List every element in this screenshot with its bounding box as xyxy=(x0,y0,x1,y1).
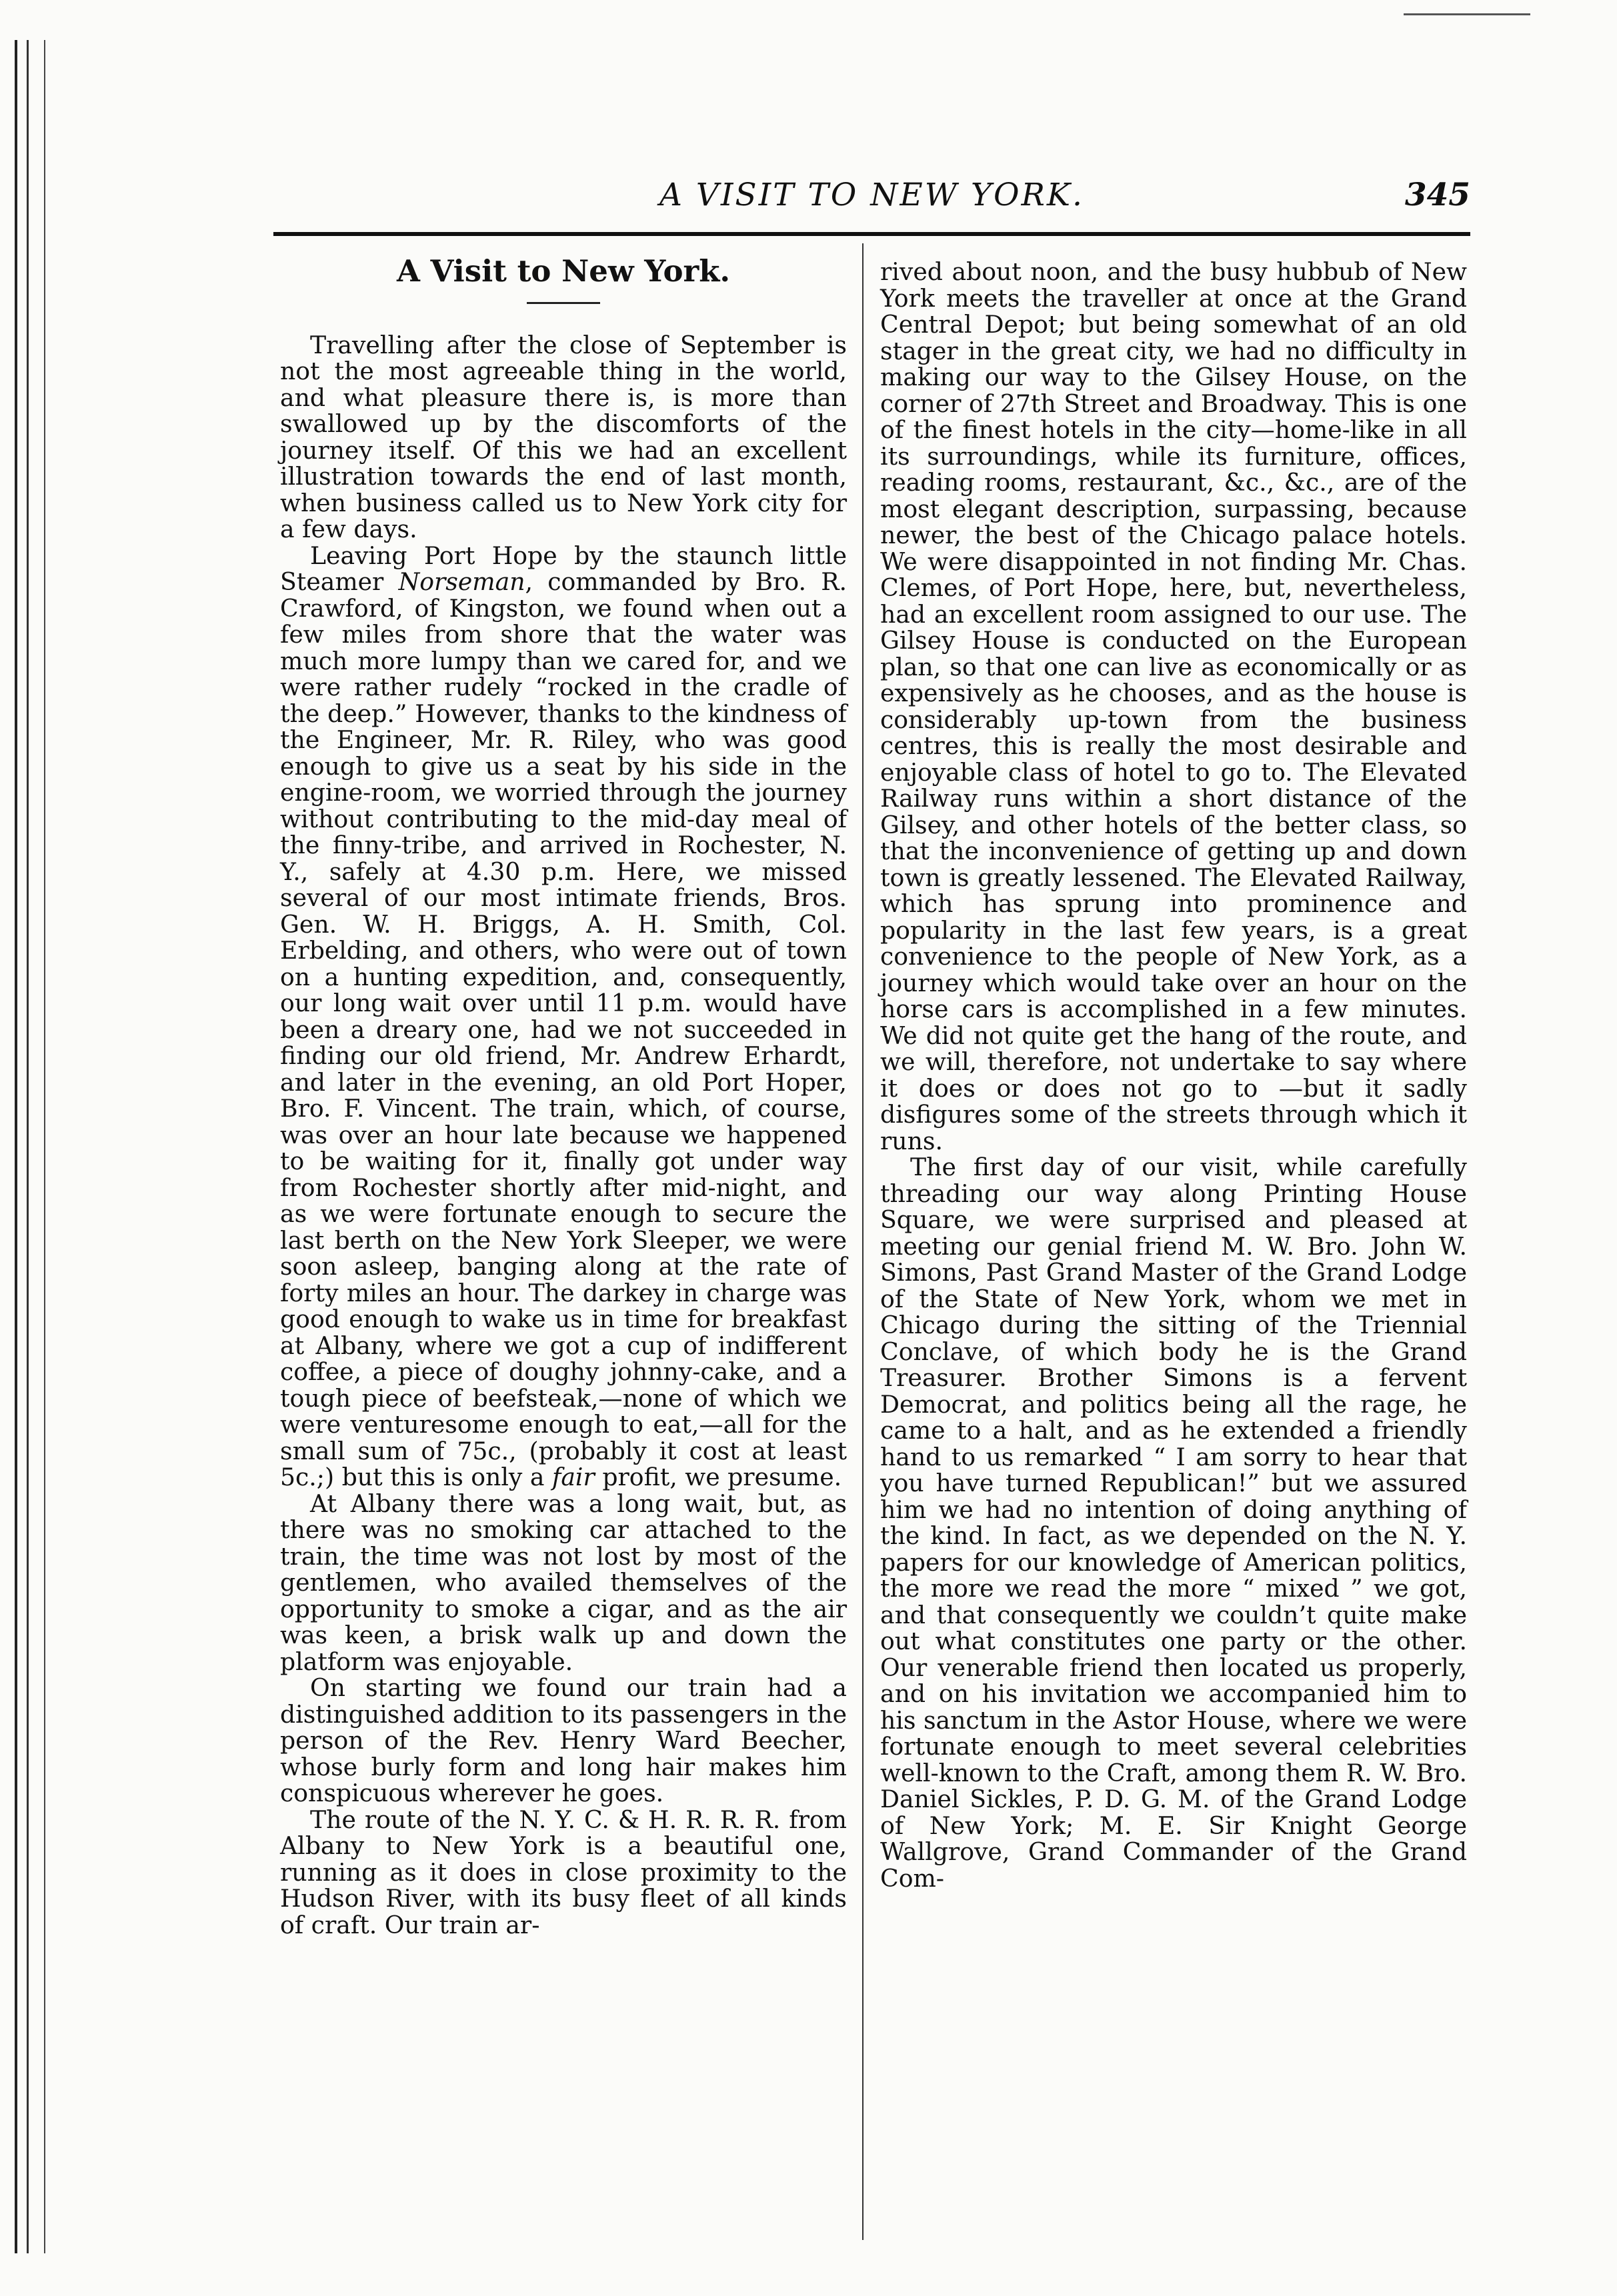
fair-word: fair xyxy=(551,1463,595,1491)
right-column xyxy=(880,259,1467,1891)
paragraph-4: On starting we found our train had a distinguished addition to its passengers in the person of the Rev. Henry Ward Beecher, whose burly form and long hair makes him conspicuous wherever he goes. xyxy=(280,1673,847,1807)
paragraph-7: The first day of our visit, while carefully threading our way along Printing House Square, we were surprised and pleased at meeting our genial friend M. W. Bro. John W. Simons, Past Grand Master of the Grand Lodge of the State of New York, whom we met in Chicago during the sitting of the Triennial Conclave, of which body he is the Grand Treasurer. Brother Simons is a fervent Democrat, and politics being all the rage, he came to a halt, and as he extended a friendly hand to us remarked “ I am sorry to hear that you have turned Republican!” but we assured him we had no intention of doing anything of the kind. In fact, as we depended on the N. Y. papers for our knowledge of American politics, the more we read the more “ mixed ” we got, and that consequently we couldn’t quite make out what constitutes one party or the other. Our venerable friend then located us properly, and on his invitation we accompanied him to his sanctum in the Astor House, where we were fortunate enough to meet several celebrities well-known to the Craft, among them R. W. Bro. Daniel Sickles, P. D. G. M. of the Grand Lodge of New York; M. E. Sir Knight George Wallgrove, Grand Commander of the Grand Com- xyxy=(880,1153,1467,1893)
ship-name: Norseman xyxy=(398,567,525,596)
header-rule xyxy=(273,232,1470,236)
paragraph-6: rived about noon, and the busy hubbub of New York meets the traveller at once at the Grand Central Depot; but being somewhat of an old stager in the great city, we had no difficulty in making our way to the Gilsey House, on the corner of 27th Street and Broadway. This is one of the finest hotels in the city—home-like in all its surroundings, while its furniture, offices, reading rooms, restaurant, &c., &c., are of the most elegant description, surpassing, because newer, the best of the Chicago palace hotels. We were disappointed in not finding Mr. Chas. Clemes, of Port Hope, here, but, nevertheless, had an excellent room assigned to our use. The Gilsey House is conducted on the European plan, so that one can live as economically or as expensively as he chooses, and as the house is considerably up-town from the business centres, this is really the most desirable and enjoyable class of hotel to go to. The Elevated Railway runs within a short distance of the Gilsey, and other hotels of the better class, so that the inconvenience of getting up and down town is greatly lessened. The Elevated Railway, which has sprung into prominence and popularity in the last few years, is a great convenience to the people of New York, as a journey which would take over an hour on the horse cars is accomplished in a few minutes. We did not quite get the hang of the route, and we will, therefore, not undertake to say where it does or does not go to —but it sadly disfigures some of the streets through which it runs. xyxy=(880,257,1467,1155)
paragraph-5: The route of the N. Y. C. & H. R. R. R. from Albany to New York is a beautiful one, running as it does in close proximity to the Hudson River, with its busy fleet of all kinds of craft. Our train ar- xyxy=(280,1805,847,1939)
column-divider xyxy=(862,243,864,2240)
running-title: A VISIT TO NEW YORK. xyxy=(659,177,1084,213)
title-rule xyxy=(527,302,600,304)
running-head xyxy=(273,177,1470,223)
left-column xyxy=(280,243,847,1938)
paragraph-1: Travelling after the close of September is not the most agreeable thing in the world, and what pleasure there is, is more than swallowed up by the discomforts of the journey itself. Of this we had an excellent illustration towards the end of last month, when business called us to New York city for a few days. xyxy=(280,330,847,543)
paragraph-3: At Albany there was a long wait, but, as there was no smoking car attached to the train, the time was not lost by most of the gentlemen, who availed themselves of the opportunity to smoke a cigar, and as the air was keen, a brisk walk up and down the platform was enjoyable. xyxy=(280,1489,847,1676)
paragraph-2 xyxy=(280,543,847,1491)
corner-mark xyxy=(1404,13,1530,15)
article-title: A Visit to New York. xyxy=(396,253,731,289)
paragraph-2-a: Leaving Port Hope by the staunch little Steamer xyxy=(280,541,847,596)
paragraph-2-c: profit, we presume. xyxy=(594,1463,842,1491)
book-binding-edge xyxy=(15,40,45,2253)
page-number: 345 xyxy=(1404,177,1470,213)
paragraph-2-b: , commanded by Bro. R. Crawford, of Kingston, we found when out a few miles from shore that the water was much more lumpy than we cared for, and we were rather rudely “rocked in the cradle of the deep.” However, thanks to the kindness of the Engineer, Mr. R. Riley, who was good enough to give us a seat by his side in the engine-room, we worried through the journey without contributing to the mid-day meal of the finny-tribe, and arrived in Rochester, N. Y., safely at 4.30 p.m. Here, we missed several of our most intimate friends, Bros. Gen. W. H. Briggs, A. H. Smith, Col. Erbelding, and others, who were out of town on a hunting expedition, and, consequently, our long wait over until 11 p.m. would have been a dreary one, had we not succeeded in finding our old friend, Mr. Andrew Erhardt, and later in the evening, an old Port Hoper, Bro. F. Vincent. The train, which, of course, was over an hour late because we happened to be waiting for it, finally got under way from Rochester shortly after mid-night, and as we were fortunate enough to secure the last berth on the New York Sleeper, we were soon asleep, banging along at the rate of forty miles an hour. The darkey in charge was good enough to wake us in time for breakfast at Albany, where we got a cup of indifferent coffee, a piece of doughy johnny-cake, and a tough piece of beefsteak,—none of which we were venturesome enough to eat,—all for the small sum of 75c., (probably it cost at least 5c.;) but this is only a xyxy=(280,567,848,1491)
